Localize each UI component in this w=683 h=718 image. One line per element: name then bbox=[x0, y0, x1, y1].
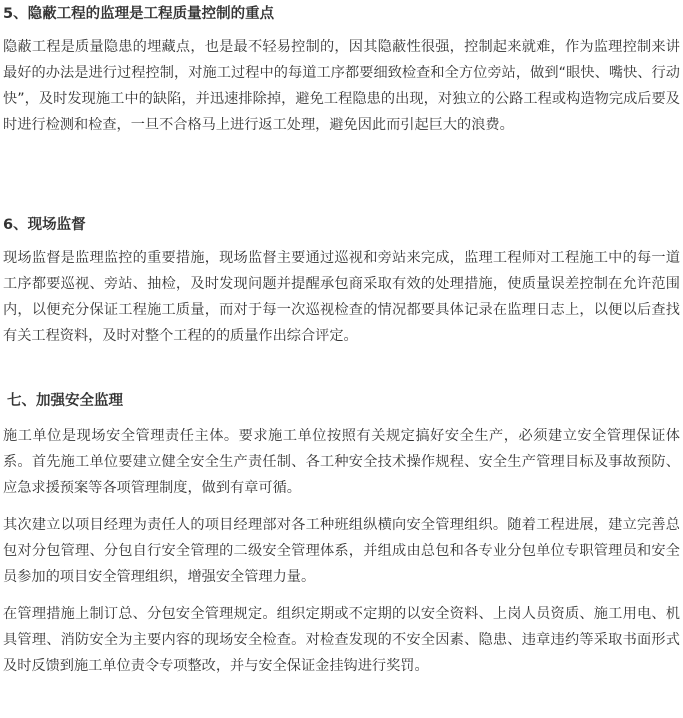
paragraph-site-supervision: 现场监督是监理监控的重要措施，现场监督主要通过巡视和旁站来完成，监理工程师对工程施工中的每一道工序都要巡视、旁站、抽检，及时发现问题并提醒承包商采取有效的处理措施，使质量误差控制在允许范围内，以便充分保证工程施工质量，而对于每一次巡视检查的情况都要具体记录在监理日志上，以便以后查找有关工程资料，及时对整个工程的的质量作出综合评定。 bbox=[3, 250, 680, 344]
paragraph-safety-measures: 在管理措施上制订总、分包安全管理规定。组织定期或不定期的以安全资料、上岗人员资质、施工用电、机具管理、消防安全为主要内容的现场安全检查。对检查发现的不安全因素、隐患、违章违约等采取书面形式及时反馈到施工单位责令专项整改，并与安全保证金挂钩进行奖罚。 bbox=[3, 606, 680, 674]
section-title-6: 6、现场监督 bbox=[3, 217, 86, 233]
paragraph-safety-responsibility: 施工单位是现场安全管理责任主体。要求施工单位按照有关规定搞好安全生产，必须建立安全管理保证体系。首先施工单位要建立健全安全生产责任制、各工种安全技术操作规程、安全生产管理目标及事故预防、应急求援预案等各项管理制度，做到有章可循。 bbox=[3, 428, 680, 496]
paragraph-hidden-works: 隐蔽工程是质量隐患的埋藏点，也是最不轻易控制的，因其隐蔽性很强，控制起来就难，作为监理控制来讲最好的办法是进行过程控制，对施工过程中的每道工序都要细致检查和全方位旁站，做到“眼快、嘴快、行动快”，及时发现施工中的缺陷，并迅速排除掉，避免工程隐患的出现，对独立的公路工程或构造物完成后要及时进行检测和检查，一旦不合格马上进行返工处理，避免因此而引起巨大的浪费。 bbox=[3, 39, 680, 133]
section-title-7: 七、加强安全监理 bbox=[7, 393, 123, 409]
paragraph-safety-organization: 其次建立以项目经理为责任人的项目经理部对各工种班组纵横向安全管理组织。随着工程进展，建立完善总包对分包管理、分包自行安全管理的二级安全管理体系，并组成由总包和各专业分包单位专职管理员和安全员参加的项目安全管理组织，增强安全管理力量。 bbox=[3, 517, 680, 585]
section-title-5: 5、隐蔽工程的监理是工程质量控制的重点 bbox=[3, 6, 275, 22]
